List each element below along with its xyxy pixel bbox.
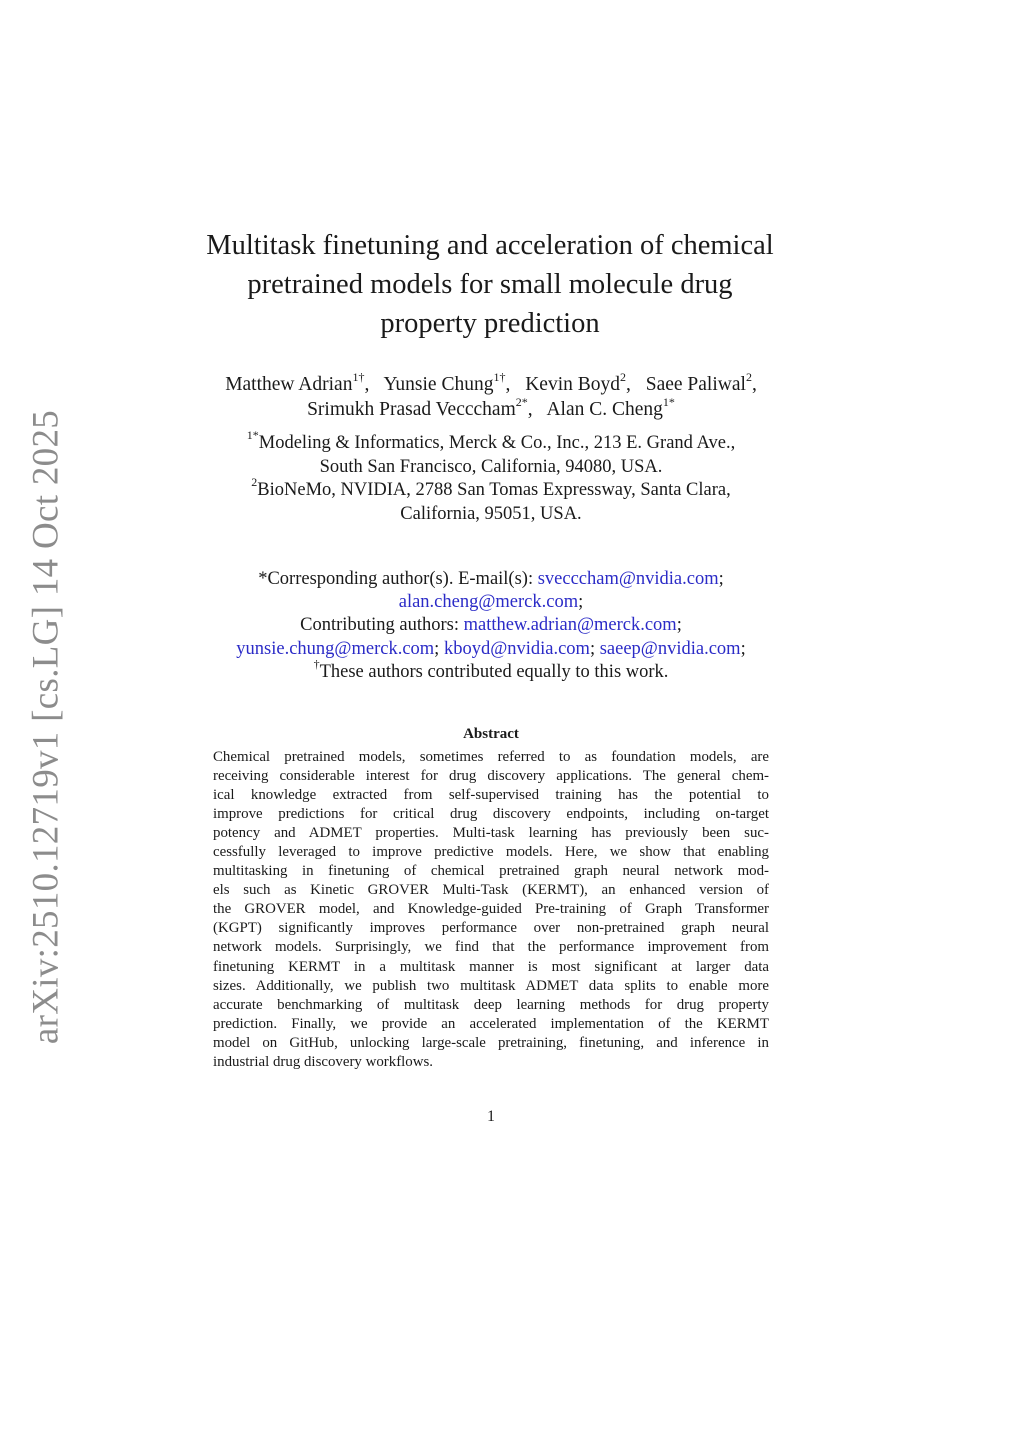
author-list: Matthew Adrian$^{1\dagger}$, Yunsie Chung$^{1\dagger}$, Kevin Boyd$^2$, Saee Paliwal$^2$, Srimukh Prasad Vecccham$^{2*}$, Alan C. Cheng$^{1*}$ <box>225 369 757 420</box>
corresponding-label: *Corresponding author(s). E-mail(s): <box>258 569 534 589</box>
author: Matthew Adrian$^{1\dagger}$ <box>225 369 365 395</box>
contributing-label: Contributing authors: <box>300 615 459 636</box>
abstract-line: the GROVER model, and Knowledge-guided Pre-training of Graph Transformer <box>213 901 769 918</box>
abstract-line: ical knowledge extracted from self-supervised training has the potential to <box>213 787 769 804</box>
abstract-line: multitasking in finetuning of chemical pretrained graph neural network mod- <box>213 863 769 880</box>
author: Srimukh Prasad Vecccham$^{2*}$ <box>307 394 528 420</box>
title-line: pretrained models for small molecule drug <box>247 269 733 300</box>
title-line: Multitask finetuning and acceleration of chemical <box>206 230 774 261</box>
email-link[interactable]: yunsie.chung@merck.com <box>236 638 435 659</box>
affiliation-2-cont: California, 95051, USA. <box>400 503 582 524</box>
abstract-line: finetuning KERMT in a multitask manner is most significant at larger data <box>213 958 769 975</box>
affiliations <box>150 427 832 526</box>
abstract-line: model on GitHub, unlocking large-scale pretraining, finetuning, and inference in <box>213 1034 769 1051</box>
abstract-line: els such as Kinetic GROVER Multi-Task (KERMT), an enhanced version of <box>213 882 769 899</box>
abstract-heading: Abstract <box>463 726 519 742</box>
author: Yunsie Chung$^{1\dagger}$ <box>383 369 506 395</box>
paper-title <box>180 226 800 343</box>
abstract-line: sizes. Additionally, we publish two multitask ADMET data splits to enable more <box>213 977 769 994</box>
abstract-line: receiving considerable interest for drug discovery applications. The general chem- <box>213 768 769 785</box>
abstract-body <box>213 748 769 1072</box>
abstract-line: industrial drug discovery workflows. <box>213 1053 434 1070</box>
author: Saee Paliwal$^2$ <box>645 369 752 395</box>
correspondence-block: *Corresponding author(s). E-mail(s): svecccham@nvidia.com; alan.cheng@merck.com; Contributing authors: matthew.adrian@merck.com; yunsie.chung@merck.com; kboyd@nvidia.com; saeep@nvidia.com; †These authors contributed equally to this work. <box>150 568 832 684</box>
abstract-line: improve predictions for critical drug discovery endpoints, including on-target <box>213 806 769 823</box>
abstract-line: cessfully leveraged to improve predictive models. Here, we show that enabling <box>213 844 769 861</box>
abstract-line: accurate benchmarking of multitask deep learning methods for drug property <box>213 996 769 1013</box>
email-link[interactable]: alan.cheng@merck.com <box>398 592 579 613</box>
abstract-line: prediction. Finally, we provide an accelerated implementation of the KERMT <box>213 1015 769 1032</box>
abstract-line: potency and ADMET properties. Multi-task learning has previously been suc- <box>213 825 769 842</box>
abstract-line: (KGPT) significantly improves performance over non-pretrained graph neural <box>213 920 769 937</box>
email-link[interactable]: svecccham@nvidia.com <box>537 569 719 589</box>
email-link[interactable]: saeep@nvidia.com <box>599 638 741 659</box>
affiliation-1-cont: South San Francisco, California, 94080, USA. <box>319 456 663 477</box>
affiliation-1: $^{1*}$Modeling & Informatics, Merck & Co., Inc., 213 E. Grand Ave., <box>246 427 736 453</box>
title-line: property prediction <box>380 308 600 339</box>
arxiv-identifier-stamp: arXiv:2510.12719v1 [cs.LG] 14 Oct 2025 <box>25 409 67 1045</box>
email-link[interactable]: kboyd@nvidia.com <box>443 638 590 659</box>
email-link[interactable]: matthew.adrian@merck.com <box>463 615 677 636</box>
equal-contribution-note: †These authors contributed equally to this work. <box>313 656 669 682</box>
affiliation-2: $^2$BioNeMo, NVIDIA, 2788 San Tomas Expressway, Santa Clara, <box>251 474 731 500</box>
abstract-line: network models. Surprisingly, we find that the performance improvement from <box>213 939 769 956</box>
author: Alan C. Cheng$^{1*}$ <box>546 394 675 420</box>
abstract-line: Chemical pretrained models, sometimes referred to as foundation models, are <box>213 749 769 765</box>
author: Kevin Boyd$^2$ <box>525 369 626 395</box>
page-number: 1 <box>487 1108 495 1125</box>
